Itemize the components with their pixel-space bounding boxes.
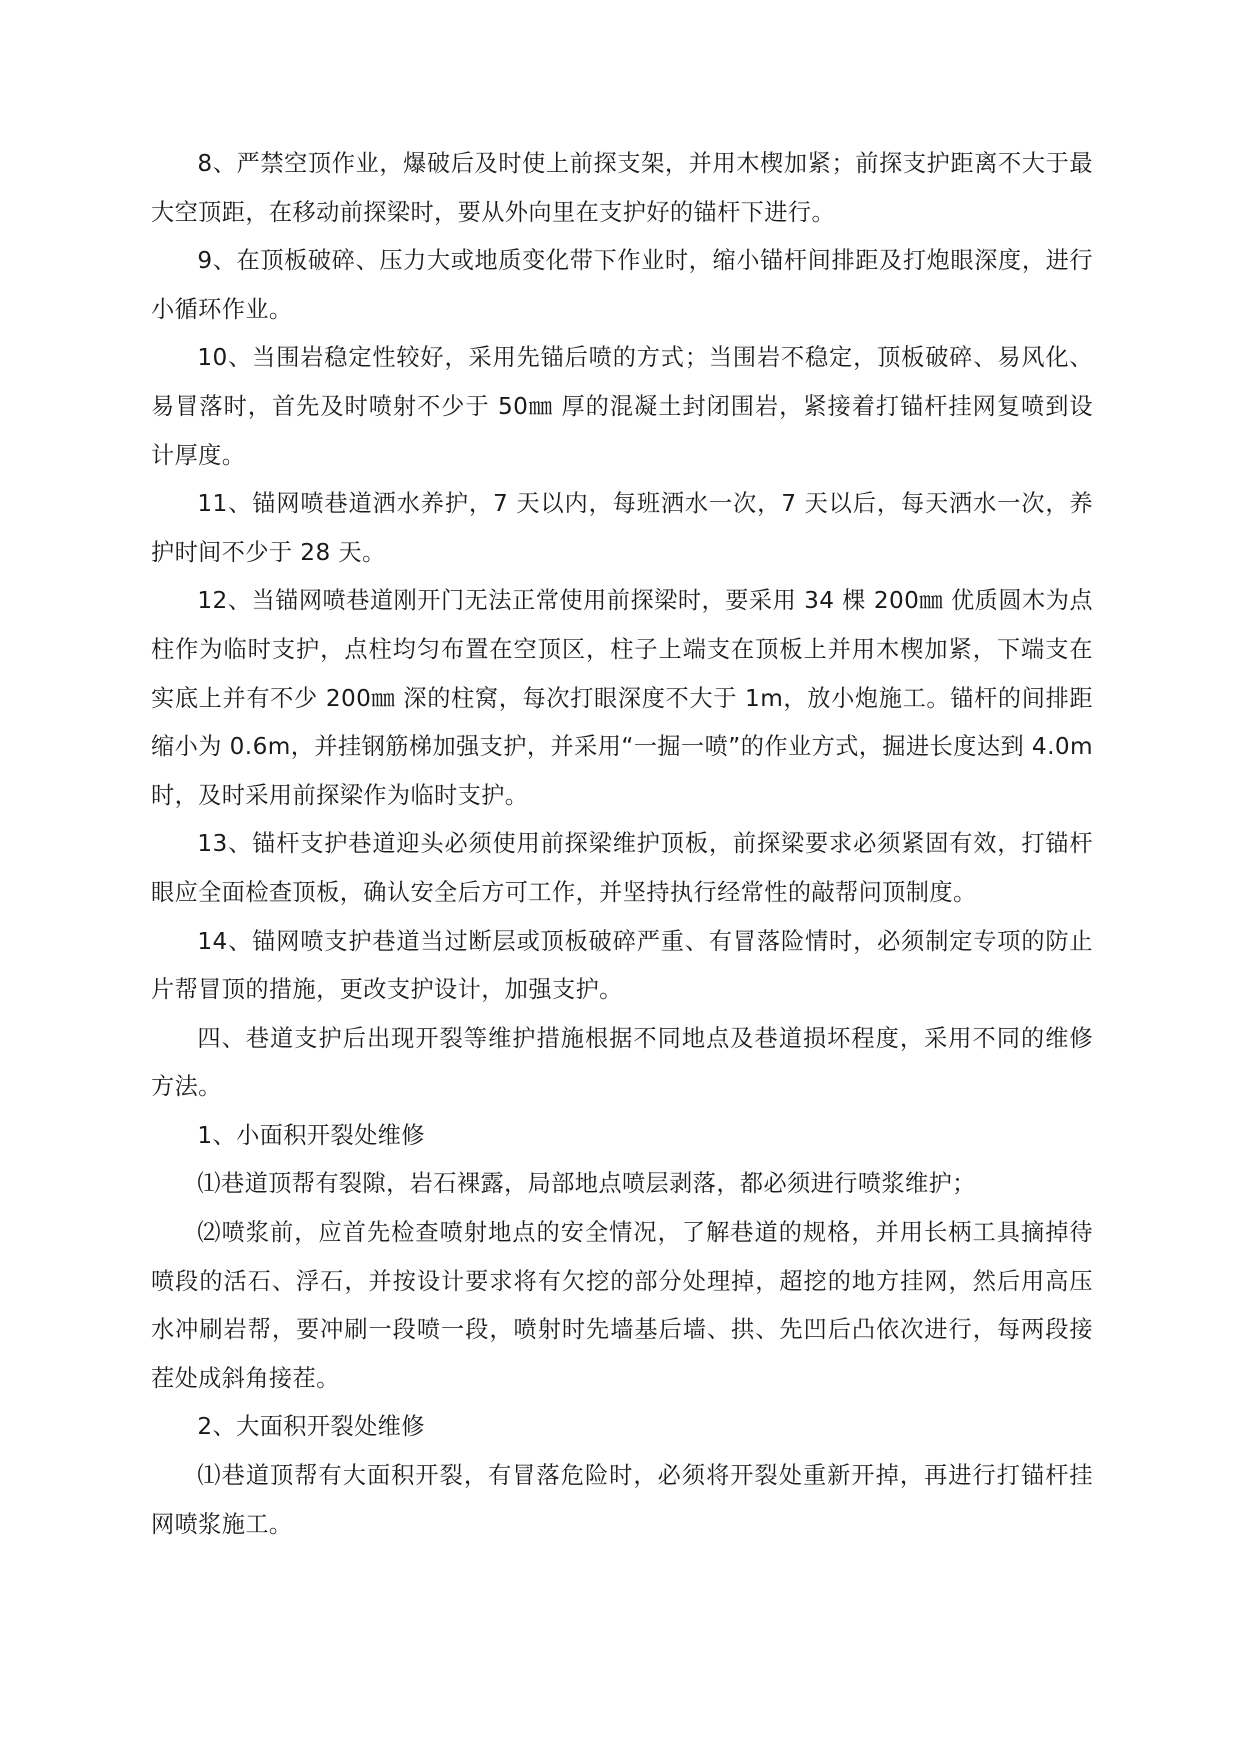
subheading-large-crack-repair: 2、大面积开裂处维修 [197,1413,425,1441]
paragraph-item-14: 14、锚网喷支护巷道当过断层或顶板破碎严重、有冒落险情时，必须制定专项的防止片帮冒顶的措施，更改支护设计，加强支护。 [151,927,1093,1004]
paragraph-item-9: 9、在顶板破碎、压力大或地质变化带下作业时，缩小锚杆间排距及打炮眼深度，进行小循环作业。 [151,247,1093,323]
paragraph-item-10: 10、当围岩稳定性较好，采用先锚后喷的方式；当围岩不稳定，顶板破碎、易风化、易冒落时，首先及时喷射不少于 50㎜ 厚的混凝土封闭围岩，紧接着打锚杆挂网复喷到设计厚度。 [151,344,1093,469]
document-page [151,140,1093,1549]
paragraph-item-12: 12、当锚网喷巷道刚开门无法正常使用前探梁时，要采用 34 棵 200㎜ 优质圆木为点柱作为临时支护，点柱均匀布置在空顶区，柱子上端支在顶板上并用木楔加紧，下端支在实底上并有不少 200㎜ 深的柱窝，每次打眼深度不大于 1m，放小炮施工。锚杆的间排距缩小为 0.6m，并挂钢筋梯加强支护，并采用“一掘一喷”的作业方式，掘进长度达到 4.0m 时，及时采用前探梁作为临时支护。 [151,587,1093,809]
subheading-small-crack-repair: 1、小面积开裂处维修 [197,1121,425,1149]
paragraph-item-13: 13、锚杆支护巷道迎头必须使用前探梁维护顶板，前探梁要求必须紧固有效，打锚杆眼应全面检查顶板，确认安全后方可工作，并坚持执行经常性的敲帮问顶制度。 [151,830,1093,906]
paragraph-item-11: 11、锚网喷巷道洒水养护，7 天以内，每班洒水一次，7 天以后，每天洒水一次，养护时间不少于 28 天。 [151,490,1093,566]
paragraph-sub-2-1: ⑴巷道顶帮有大面积开裂，有冒落危险时，必须将开裂处重新开掉，再进行打锚杆挂网喷浆施工。 [151,1462,1093,1538]
paragraph-sub-1-1: ⑴巷道顶帮有裂隙，岩石裸露，局部地点喷层剥落，都必须进行喷浆维护； [197,1170,976,1198]
paragraph-sub-1-2: ⑵喷浆前，应首先检查喷射地点的安全情况，了解巷道的规格，并用长柄工具摘掉待喷段的活石、浮石，并按设计要求将有欠挖的部分处理掉，超挖的地方挂网，然后用高压水冲刷岩帮，要冲刷一段喷一段，喷射时先墙基后墙、拱、先凹后凸依次进行，每两段接茬处成斜角接茬。 [151,1219,1093,1392]
section-heading-four: 四、巷道支护后出现开裂等维护措施根据不同地点及巷道损坏程度，采用不同的维修方法。 [151,1024,1093,1101]
paragraph-item-8: 8、严禁空顶作业，爆破后及时使上前探支架，并用木楔加紧；前探支护距离不大于最大空顶距，在移动前探梁时，要从外向里在支护好的锚杆下进行。 [151,150,1093,226]
